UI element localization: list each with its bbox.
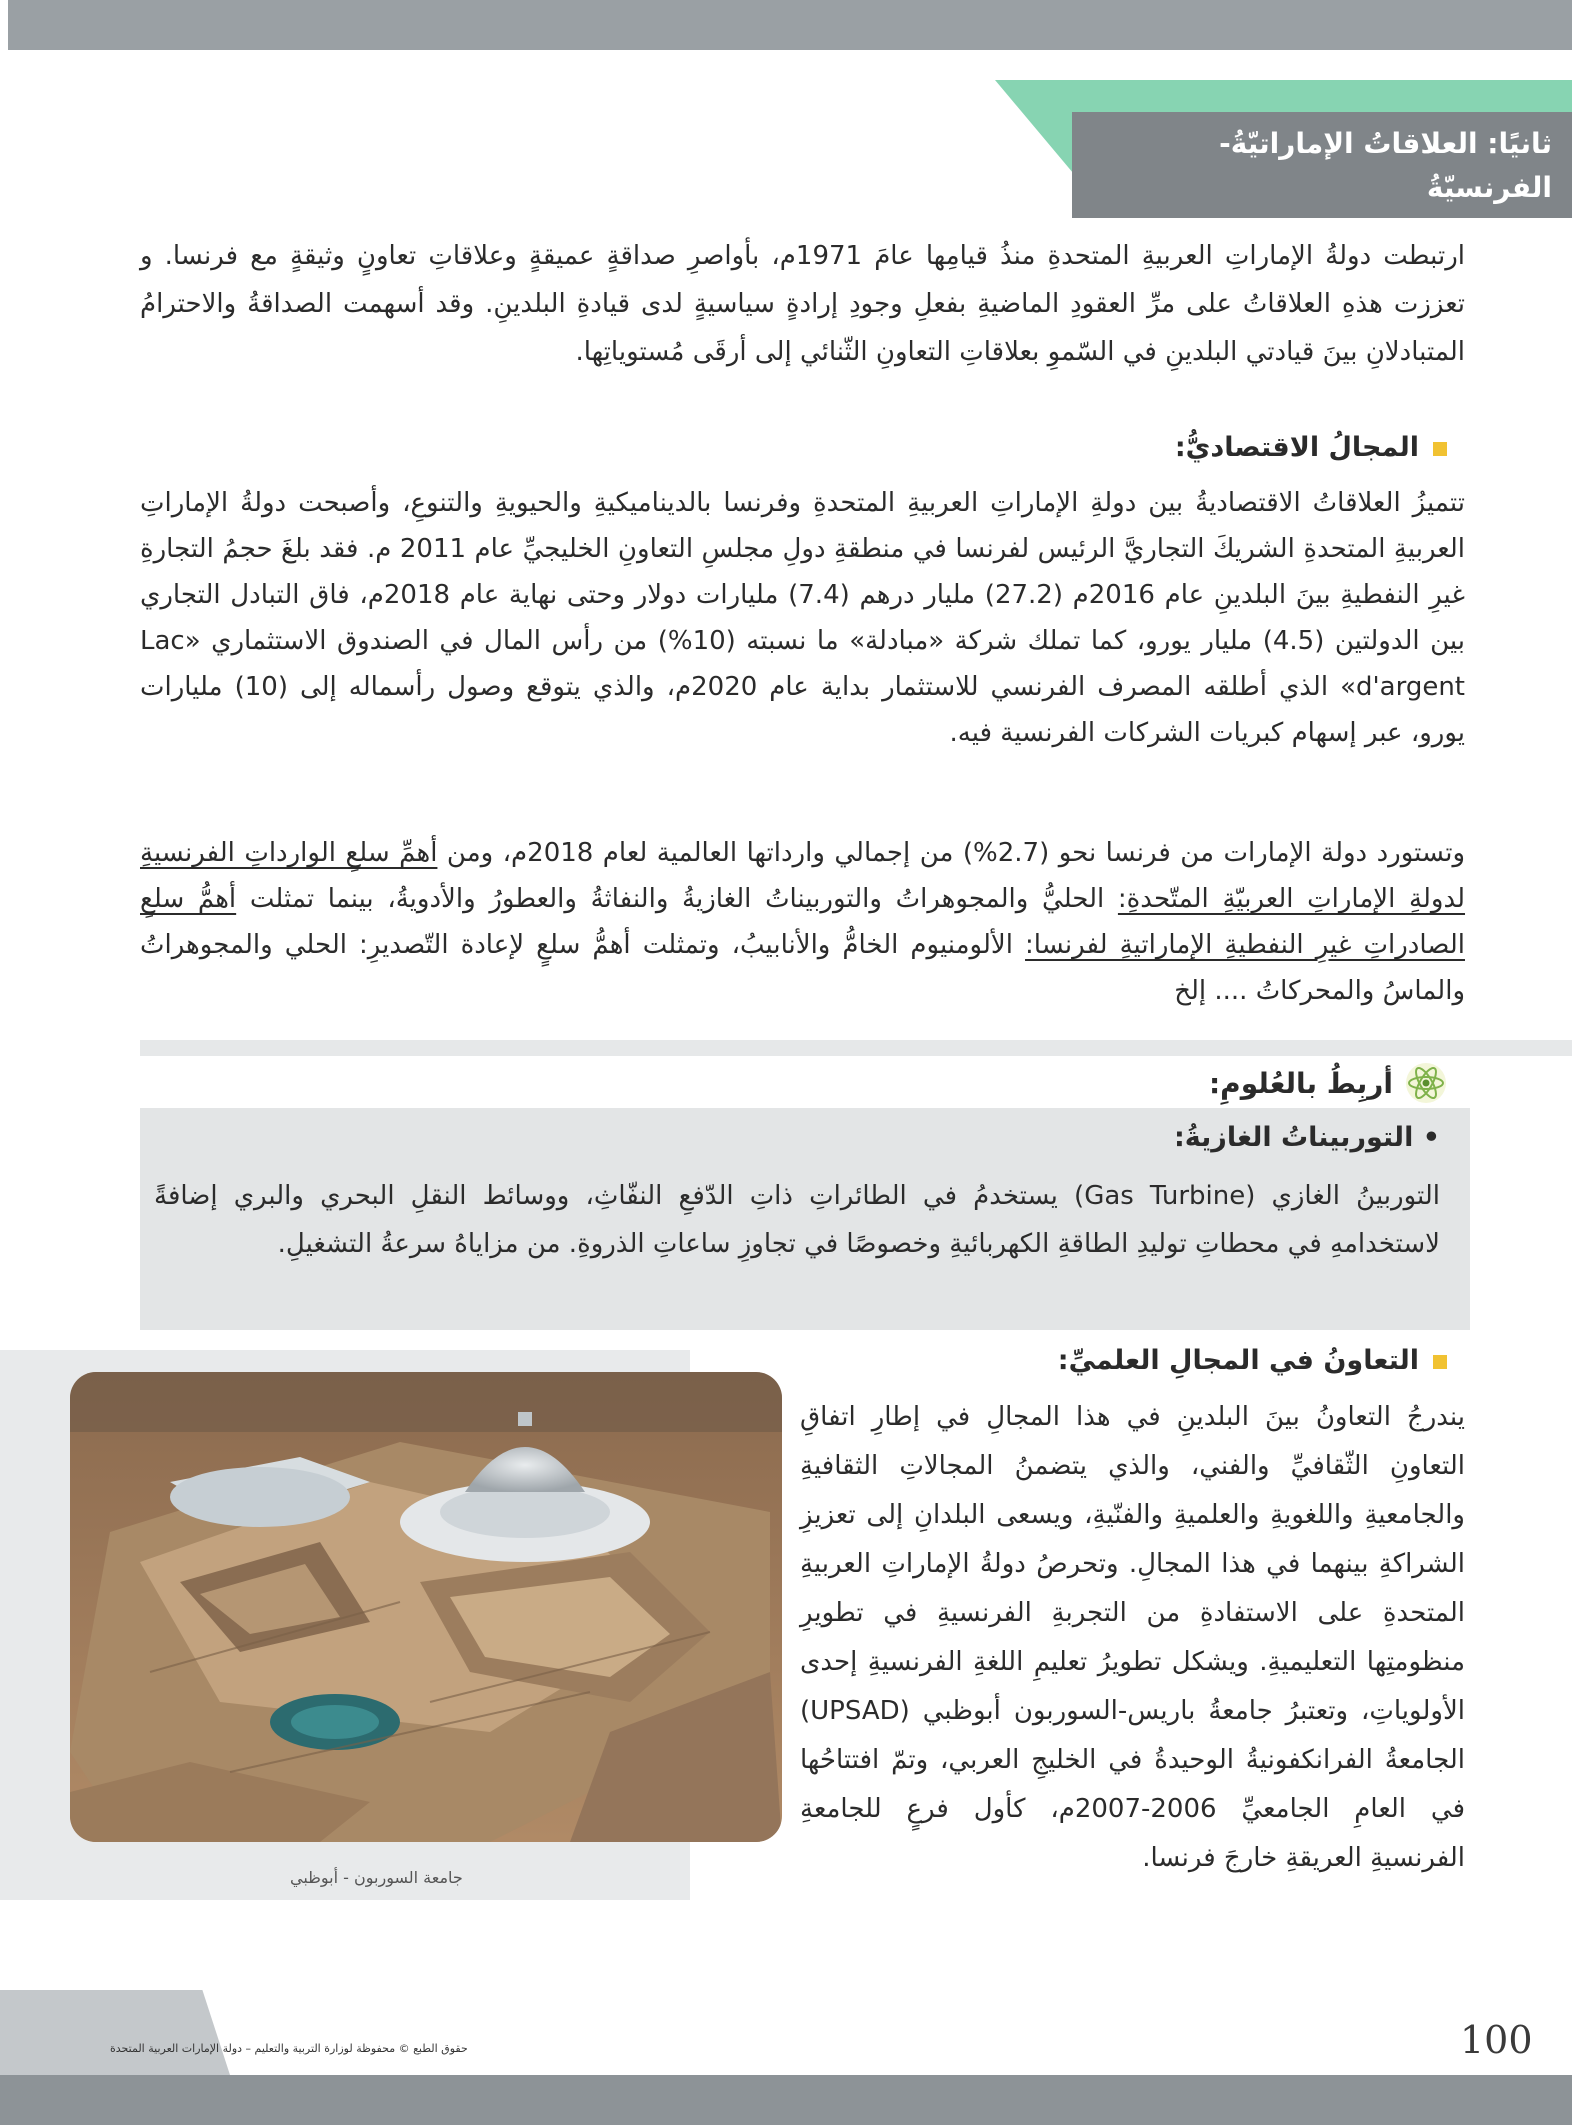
page-number: 100	[1460, 2018, 1533, 2062]
science-link-title	[1209, 1062, 1447, 1104]
bottom-band	[0, 2075, 1572, 2125]
section-title: ثانيًا: العلاقاتُ الإماراتيّةُ-الفرنسيّةُ	[1219, 127, 1552, 204]
bullet-square-icon	[1433, 1355, 1447, 1369]
science-link-title-text: أربِطُ بالعُلومِ:	[1208, 1066, 1393, 1100]
page-number-tab	[0, 1990, 230, 2075]
economic-heading	[1175, 432, 1447, 463]
imports-paragraph	[140, 830, 1465, 1014]
imports-underlined: أهمِّ سلعِ الوارداتِ الفرنسيةِ لدولةِ الإماراتِ العربيّةِ المتّحدةِ:	[140, 838, 1466, 914]
atom-icon	[1405, 1062, 1447, 1104]
economic-text: تتميزُ العلاقاتُ الاقتصاديةُ بين دولةِ الإماراتِ العربيةِ المتحدةِ وفرنسا بالديناميكيةِ والحيويةِ والتنوعِ، وأصبحت دولةُ الإماراتِ العربيةِ المتحدةِ الشريكَ التجاريَّ الرئيس لفرنسا في منطقةِ دولِ مجلسِ التعاونِ الخليجيِّ عام 2011 م. فقد بلغَ حجمُ التجارةِ غيرِ النفطيةِ بينَ البلدينِ عام 2016م (27.2) مليار درهم (7.4) مليارات دولار وحتى نهاية عام 2018م، فاق التبادل التجاري بين الدولتين (4.5) مليار يورو، كما تملك شركة «مبادلة» ما نسبته (10%) من رأس المال في الصندوق الاستثماري «Lac d'argent» الذي أطلقه المصرف الفرنسي للاستثمار بداية عام 2020م، والذي يتوقع وصول رأسماله إلى (10) مليارات يورو، عبر إسهام كبريات الشركات الفرنسية فيه.	[140, 488, 1465, 748]
bullet-square-icon	[1433, 442, 1447, 456]
gas-turbine-title: • التوربيناتُ الغازيةُ:	[1173, 1122, 1440, 1153]
sorbonne-photo	[70, 1372, 782, 1842]
imports-part1: وتستورد دولة الإمارات من فرنسا نحو (2.7%) من إجمالي وارداتها العالمية لعام 2018م، ومن	[437, 838, 1465, 868]
scientific-paragraph	[800, 1393, 1465, 1883]
sorbonne-aerial-image	[70, 1372, 782, 1842]
top-band	[8, 0, 1572, 50]
scientific-heading-text: التعاونُ في المجالِ العلميِّ:	[1057, 1345, 1419, 1376]
section-header	[1072, 112, 1572, 218]
science-box	[140, 1108, 1470, 1330]
gas-turbine-text: التوربينُ الغازي (Gas Turbine) يستخدمُ في الطائراتِ ذاتِ الدّفعِ النفّاثِ، ووسائط النقلِ البحري والبري إضافةً لاستخدامهِ في محطاتِ توليدِ الطاقةِ الكهربائيةِ وخصوصًا في تجاوزِ ساعاتِ الذروةِ. من مزاياهُ سرعةُ التشغيلِ.	[154, 1181, 1441, 1259]
photo-caption: جامعة السوربون - أبوظبي	[290, 1868, 463, 1887]
imports-part2: الحليُّ والمجوهراتُ والتوربيناتُ الغازيةُ والنفاثةُ والعطورُ والأدويةُ، بينما تمثلت	[236, 884, 1118, 914]
copyright-notice: حقوق الطبع © محفوظة لوزارة التربية والتعليم – دولة الإمارات العربية المتحدة	[110, 2042, 468, 2055]
science-divider	[140, 1040, 1572, 1056]
economic-paragraph	[140, 480, 1465, 756]
imports-text	[140, 830, 1465, 1014]
scientific-text: يندرجُ التعاونُ بينَ البلدينِ في هذا المجالِ في إطارِ اتفاقِ التعاونِ الثّقافيِّ والفني، والذي يتضمنُ المجالاتِ الثقافيةِ والجامعيةِ واللغويةِ والعلميةِ والفنّيةِ، ويسعى البلدانِ إلى تعزيزِ الشراكةِ بينهما في هذا المجالِ. وتحرصُ دولةُ الإماراتِ العربيةِ المتحدةِ على الاستفادةِ من التجربةِ الفرنسيةِ في تطويرِ منظومتِها التعليميةِ. ويشكل تطويرُ تعليمِ اللغةِ الفرنسيةِ إحدى الأولوياتِ، وتعتبرُ جامعةُ باريس-السوربون أبوظبي (UPSAD) الجامعةُ الفرانكفونيةُ الوحيدةُ في الخليجِ العربي، وتمّ افتتاحُها في العامِ الجامعيِّ 2006-2007م، كأول فرعٍ للجامعةِ الفرنسيةِ العريقةِ خارجَ فرنسا.	[800, 1402, 1465, 1873]
intro-text: ارتبطت دولةُ الإماراتِ العربيةِ المتحدةِ منذُ قيامِها عامَ 1971م، بأواصرِ صداقةٍ عميقةٍ وعلاقاتِ تعاونٍ وثيقةٍ مع فرنسا. و تعززت هذهِ العلاقاتُ على مرِّ العقودِ الماضيةِ بفعلِ وجودِ إرادةٍ سياسيةٍ لدى قيادةِ البلدينِ. وقد أسهمت الصداقةُ والاحترامُ المتبادلانِ بينَ قيادتي البلدينِ في السّموِ بعلاقاتِ التعاونِ الثّنائي إلى أرقَى مُستوياتِها.	[140, 241, 1465, 367]
economic-heading-text: المجالُ الاقتصاديُّ:	[1174, 432, 1419, 463]
scientific-heading	[1058, 1345, 1447, 1376]
imports-part3: الألومنيوم الخامُّ والأنابيبُ، وتمثلت أهمُّ سلعٍ لإعادة التّصديرِ: الحلي والمجوهراتُ والماسُ والمحركاتُ .... إلخ	[140, 930, 1465, 1006]
exports-underlined: أهمُّ سلعِ الصادراتِ غيرِ النفطيةِ الإماراتيةِ لفرنسا:	[140, 884, 1465, 960]
intro-paragraph	[140, 232, 1465, 376]
